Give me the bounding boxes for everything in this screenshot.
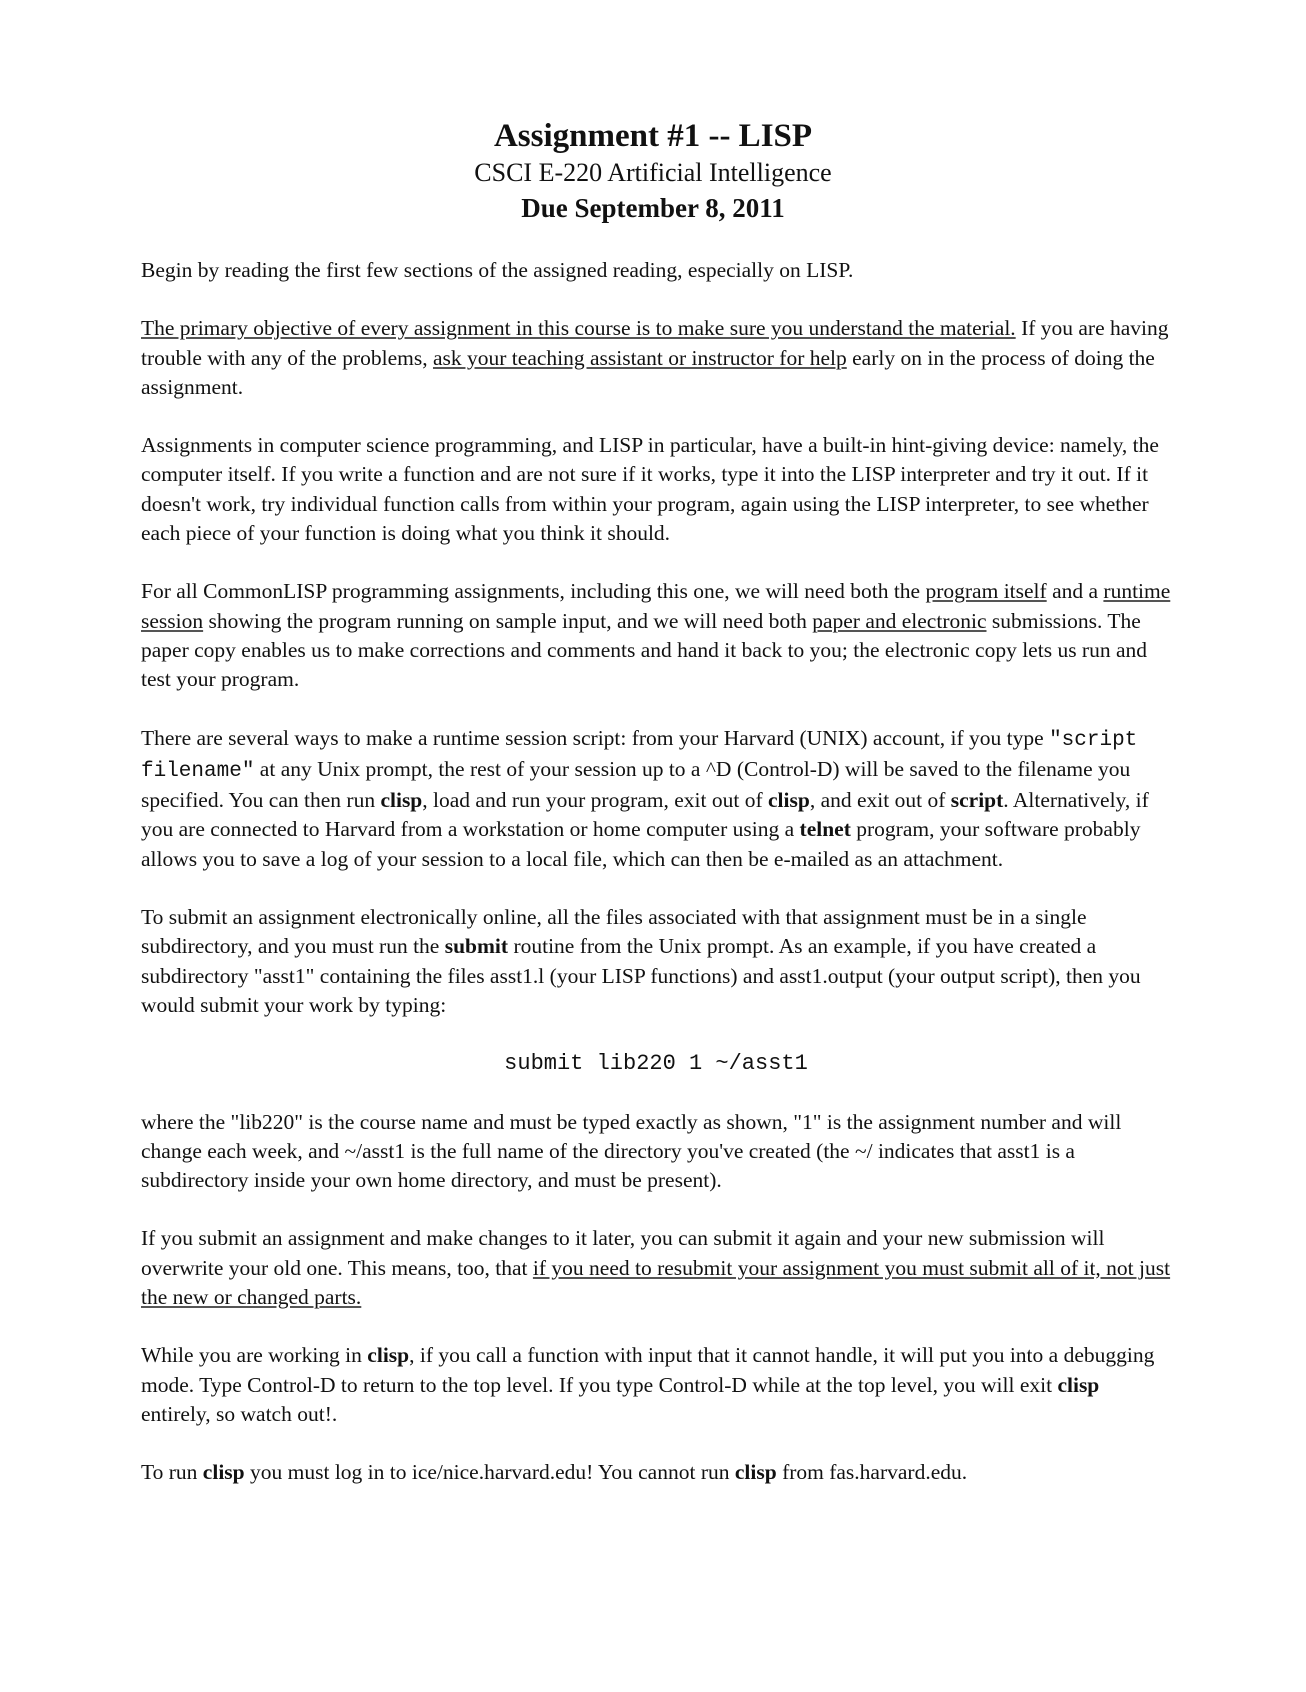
clisp-bold-2: clisp bbox=[768, 788, 810, 813]
script-text-5: . Alternatively, if you are connected to Harvard from a workstation or home computer using a bbox=[141, 788, 1149, 842]
clisp-bold-3: clisp bbox=[367, 1343, 410, 1368]
paragraph-submissions bbox=[141, 577, 1171, 694]
login-text-1: To run bbox=[141, 1460, 203, 1485]
submissions-text-2: and a bbox=[1046, 579, 1104, 604]
debug-text-1: While you are working in bbox=[141, 1343, 368, 1368]
submissions-text-1: For all CommonLISP programming assignments, including this one, we will need both the bbox=[141, 579, 926, 604]
paragraph-debugging bbox=[141, 1341, 1171, 1429]
program-itself-underlined: program itself bbox=[925, 579, 1047, 604]
paragraph-submit bbox=[141, 903, 1171, 1020]
help-underlined-text: ask your teaching assistant or instructor for help bbox=[432, 345, 847, 370]
login-text-3: from fas.harvard.edu. bbox=[776, 1460, 968, 1485]
login-text-2: you must log in to ice/nice.harvard.edu! You cannot run bbox=[244, 1460, 735, 1485]
paragraph-objective bbox=[141, 314, 1171, 402]
script-text-2: at any Unix prompt, the rest of your session up to a ^D (Control-D) will be saved to the filename you specified. You can then run bbox=[141, 756, 1131, 813]
paragraph-login bbox=[141, 1458, 1171, 1487]
clisp-bold-6: clisp bbox=[734, 1460, 777, 1485]
telnet-bold: telnet bbox=[799, 817, 851, 842]
resubmit-text: If you submit an assignment and make changes to it later, you can submit it again and your new submission will overwrite your old one. This means, too, that bbox=[141, 1226, 1105, 1280]
resubmit-underlined: if you need to resubmit your assignment you must submit all of it, not just the new or changed parts. bbox=[141, 1255, 1171, 1310]
script-text-4: , and exit out of bbox=[809, 788, 951, 813]
paragraph-script bbox=[141, 724, 1171, 874]
script-text-6: program, your software probably allows you to save a log of your session to a local file, which can then be e-mailed as an attachment. bbox=[141, 817, 1141, 871]
submit-command: submit lib220 1 ~/asst1 bbox=[504, 1051, 808, 1077]
paragraph-resubmit bbox=[141, 1224, 1171, 1312]
submit-text-1: To submit an assignment electronically online, all the files associated with that assignment must be in a single subdirectory, and you must run the bbox=[141, 905, 1087, 959]
course-name: CSCI E-220 Artificial Intelligence bbox=[474, 158, 832, 187]
paper-electronic-underlined: paper and electronic bbox=[812, 608, 987, 633]
script-text-1: There are several ways to make a runtime session script: from your Harvard (UNIX) account, if you type bbox=[141, 725, 1050, 750]
document-body bbox=[141, 256, 1171, 1517]
submit-bold: submit bbox=[444, 934, 509, 959]
clisp-bold-4: clisp bbox=[1057, 1372, 1100, 1397]
submit-text-2: routine from the Unix prompt. As an example, if you have created a subdirectory "asst1" containing the files asst1.l (your LISP functions) and asst1.output (your output script), then you would submit your work by typing: bbox=[141, 934, 1141, 1017]
paragraph-intro: Begin by reading the first few sections of the assigned reading, especially on LISP. bbox=[141, 258, 854, 282]
paragraph-command-explanation: where the "lib220" is the course name and must be typed exactly as shown, "1" is the assignment number and will change each week, and ~/asst1 is the full name of the directory you've created (the ~/ indicates that asst1 is a subdirectory inside your own home directory, and must be present). bbox=[141, 1109, 1122, 1193]
assignment-title: Assignment #1 -- LISP bbox=[493, 118, 813, 154]
submissions-text-4: submissions. The paper copy enables us to make corrections and comments and hand it back to you; the electronic copy lets us run and test your program. bbox=[141, 608, 1148, 692]
script-bold: script bbox=[950, 788, 1004, 813]
runtime-session-underlined: runtime session bbox=[141, 579, 1171, 633]
due-date: Due September 8, 2011 bbox=[521, 193, 785, 223]
clisp-bold-5: clisp bbox=[202, 1460, 245, 1485]
document-header bbox=[0, 116, 1306, 226]
objective-text-end: early on in the process of doing the assignment. bbox=[141, 345, 1155, 399]
debug-text-3: entirely, so watch out!. bbox=[141, 1401, 338, 1426]
script-text-3: , load and run your program, exit out of bbox=[422, 788, 768, 813]
clisp-bold-1: clisp bbox=[380, 788, 423, 813]
script-command-code: "script filename" bbox=[141, 728, 1138, 783]
paragraph-hint-device: Assignments in computer science programming, and LISP in particular, have a built-in hint-giving device: namely, the computer itself. If you write a function and are not sure if it works, type it into the LISP interpreter and try it out. If it doesn't work, try individual function calls from within your program, again using the LISP interpreter, to see whether each piece of your function is doing what you think it should. bbox=[141, 433, 1159, 546]
objective-underlined-text: The primary objective of every assignment in this course is to make sure you understand the material. bbox=[141, 316, 1016, 341]
debug-text-2: , if you call a function with input that it cannot handle, it will put you into a debugging mode. Type Control-D to return to the top level. If you type Control-D while at the top level, you will exit bbox=[141, 1343, 1155, 1397]
submissions-text-3: showing the program running on sample input, and we will need both bbox=[203, 608, 813, 633]
objective-text: If you are having trouble with any of the problems, bbox=[141, 316, 1169, 370]
